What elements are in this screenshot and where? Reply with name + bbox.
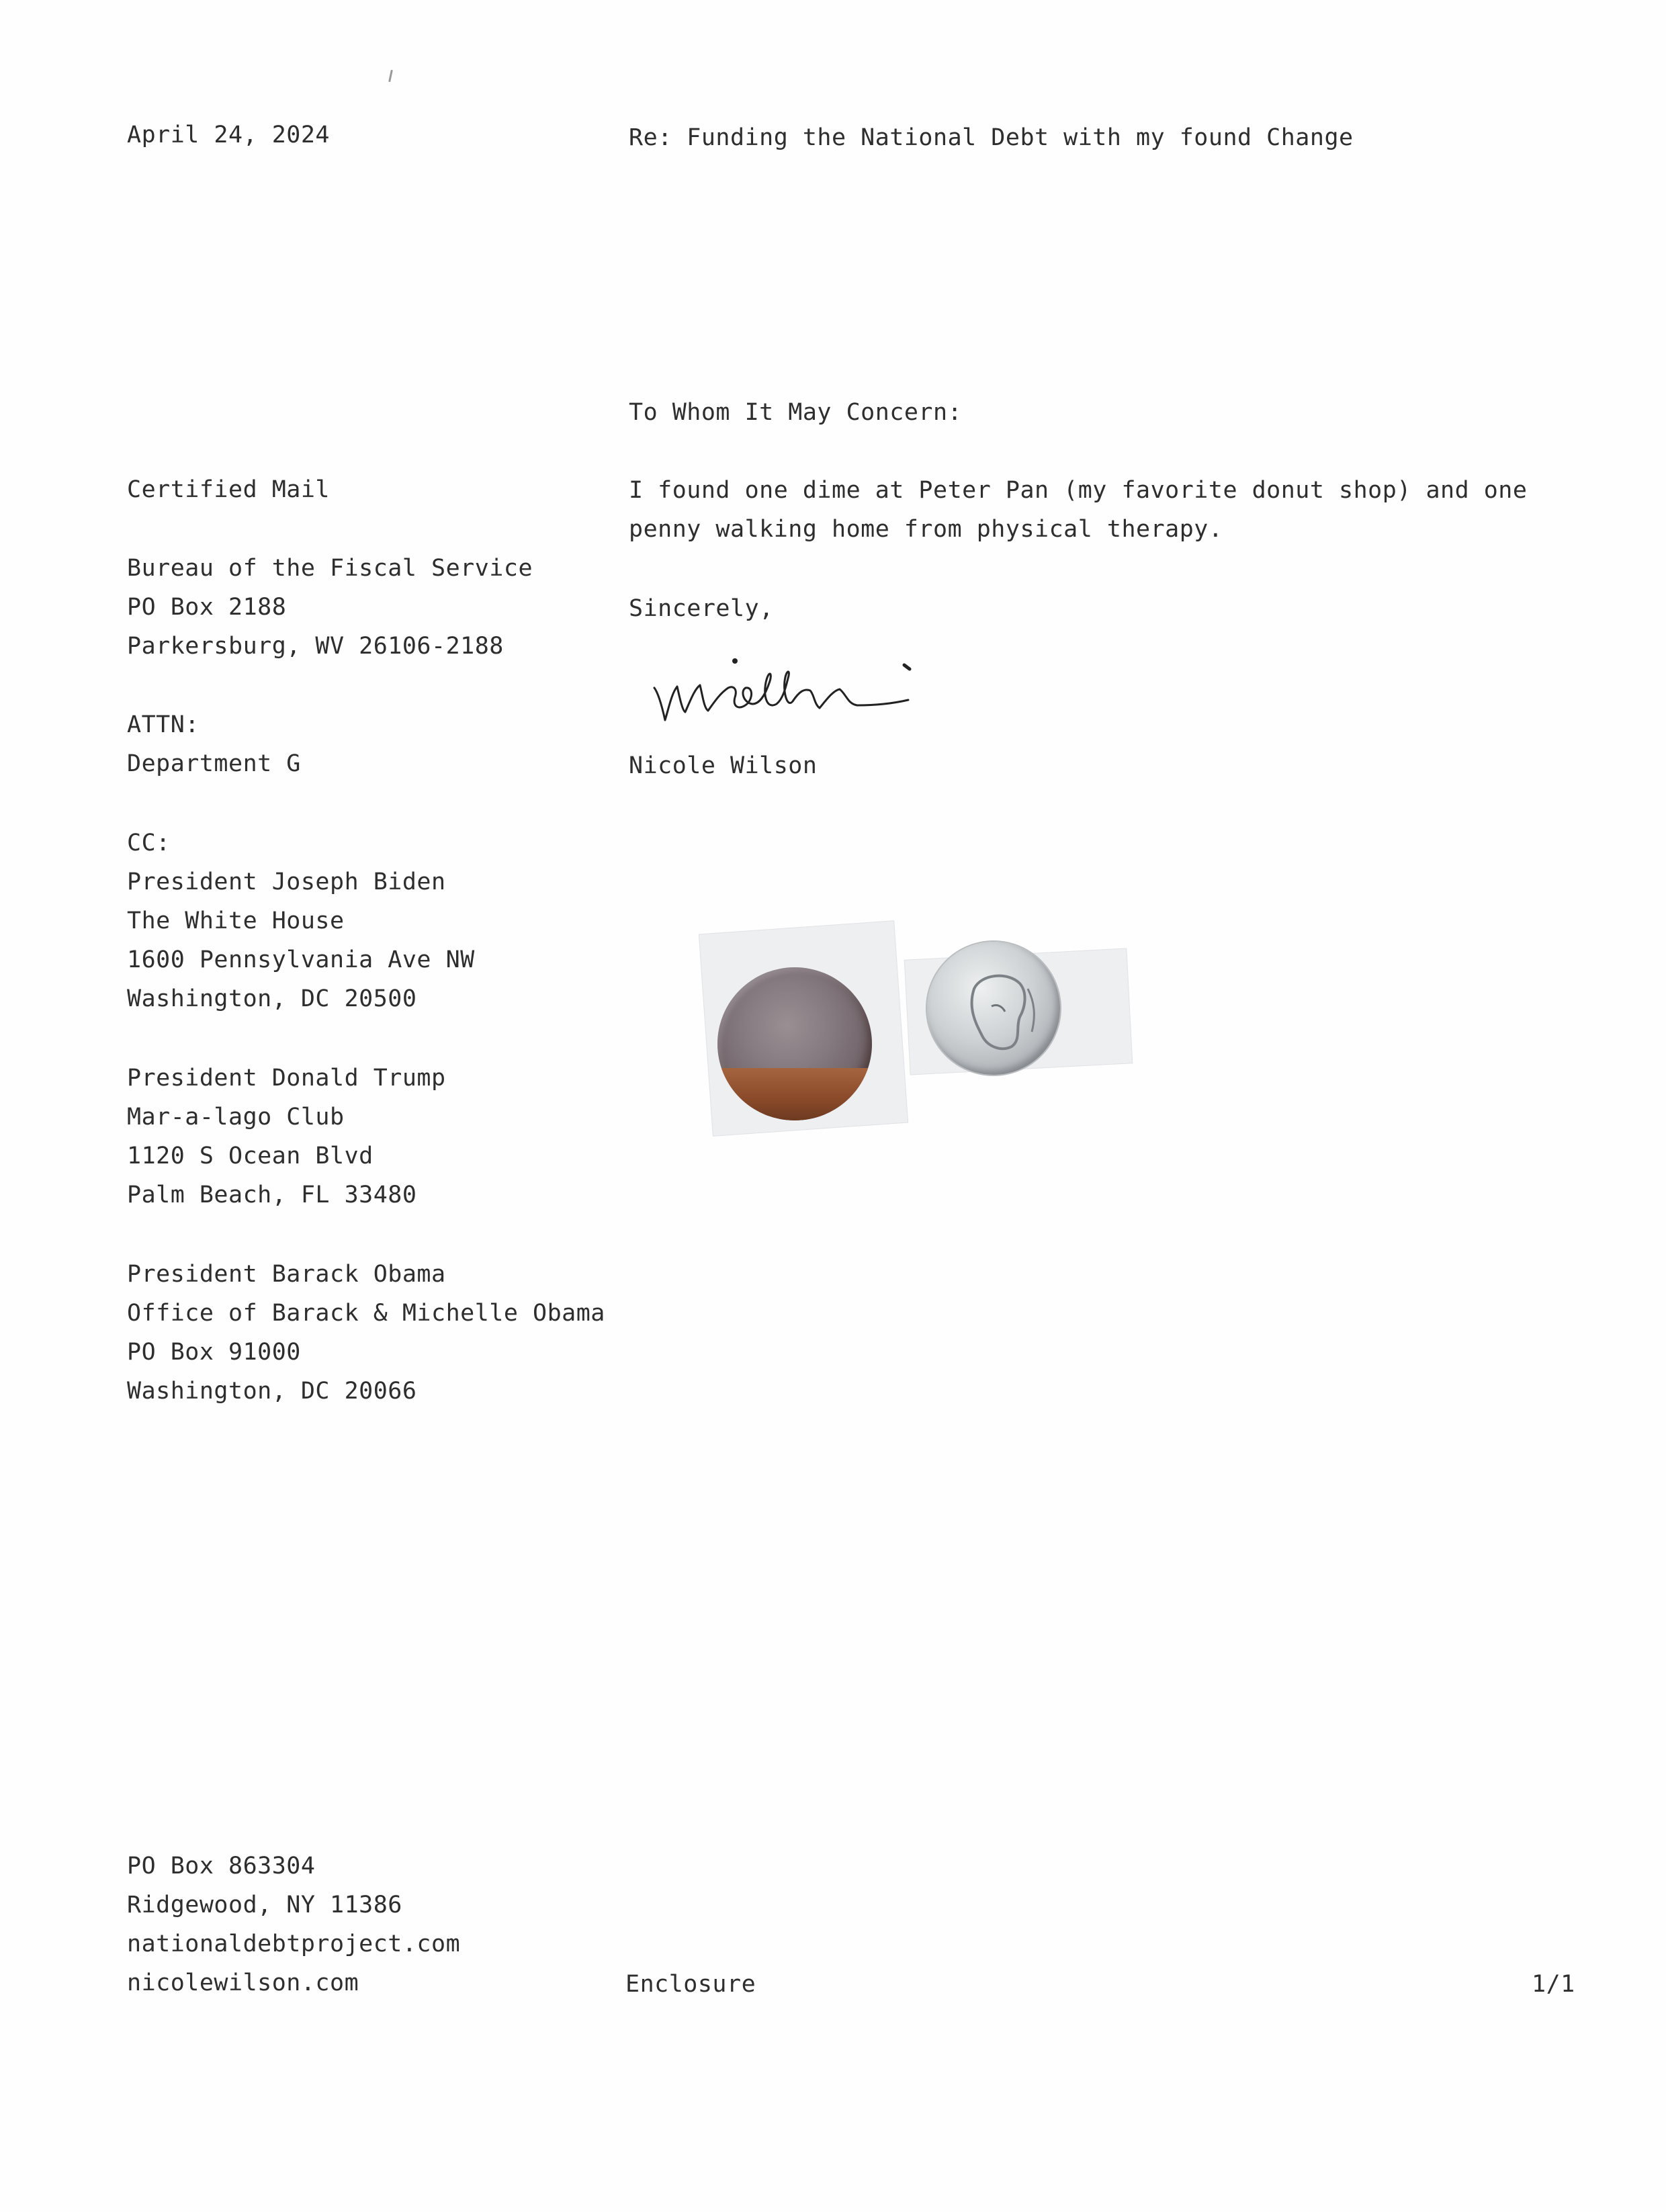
cc-recipient-line: President Joseph Biden — [127, 869, 446, 895]
cc-recipient-block — [127, 1255, 605, 1411]
body-line: penny walking home from physical therapy. — [629, 516, 1223, 543]
cc-recipient-line: The White House — [127, 908, 345, 934]
signer-name: Nicole Wilson — [629, 752, 818, 779]
letter-body — [629, 471, 1527, 549]
cc-block — [127, 824, 475, 1018]
handwritten-signature — [645, 646, 954, 734]
mailing-method: Certified Mail — [127, 476, 331, 503]
penny-coin — [717, 967, 872, 1120]
cc-recipient-line: Office of Barack & Michelle Obama — [127, 1300, 605, 1327]
cc-recipient-line: 1120 S Ocean Blvd — [127, 1143, 374, 1169]
body-line: I found one dime at Peter Pan (my favorite donut shop) and one — [629, 477, 1528, 504]
cc-recipient-line: 1600 Pennsylvania Ave NW — [127, 946, 475, 973]
page-number: 1/1 — [1532, 1971, 1575, 1998]
letter-date: April 24, 2024 — [127, 122, 331, 148]
cc-recipient-line: Palm Beach, FL 33480 — [127, 1182, 417, 1208]
attn-value: Department G — [127, 750, 301, 777]
return-address-line: Ridgewood, NY 11386 — [127, 1892, 402, 1918]
salutation: To Whom It May Concern: — [629, 399, 963, 426]
penny-copper-edge — [717, 1068, 872, 1120]
recipient-city: Parkersburg, WV 26106-2188 — [127, 633, 504, 660]
cc-recipient-line: PO Box 91000 — [127, 1339, 301, 1366]
attn-label: ATTN: — [127, 711, 200, 738]
recipient-address — [127, 549, 533, 666]
letter-subject: Re: Funding the National Debt with my found Change — [629, 124, 1354, 151]
dime-coin — [927, 942, 1060, 1075]
recipient-po-box: PO Box 2188 — [127, 594, 287, 621]
closing: Sincerely, — [629, 595, 774, 622]
cc-recipient-line: Washington, DC 20066 — [127, 1378, 417, 1405]
return-address-line: PO Box 863304 — [127, 1853, 316, 1879]
return-address — [127, 1847, 460, 2002]
cc-recipient-block — [127, 1059, 446, 1214]
dime-portrait-icon — [927, 942, 1060, 1075]
recipient-name: Bureau of the Fiscal Service — [127, 555, 533, 582]
enclosure-label: Enclosure — [625, 1971, 756, 1998]
cc-recipient-line: President Donald Trump — [127, 1065, 446, 1092]
return-address-line: nicolewilson.com — [127, 1970, 359, 1996]
cc-recipient-line: Mar-a-lago Club — [127, 1104, 345, 1131]
cc-label: CC: — [127, 830, 171, 856]
attn-block — [127, 705, 301, 783]
return-address-line: nationaldebtproject.com — [127, 1931, 461, 1957]
stray-pen-mark — [388, 70, 393, 82]
cc-recipient-line: President Barack Obama — [127, 1261, 446, 1288]
coin-enclosure — [705, 914, 1135, 1135]
cc-recipient-line: Washington, DC 20500 — [127, 985, 417, 1012]
